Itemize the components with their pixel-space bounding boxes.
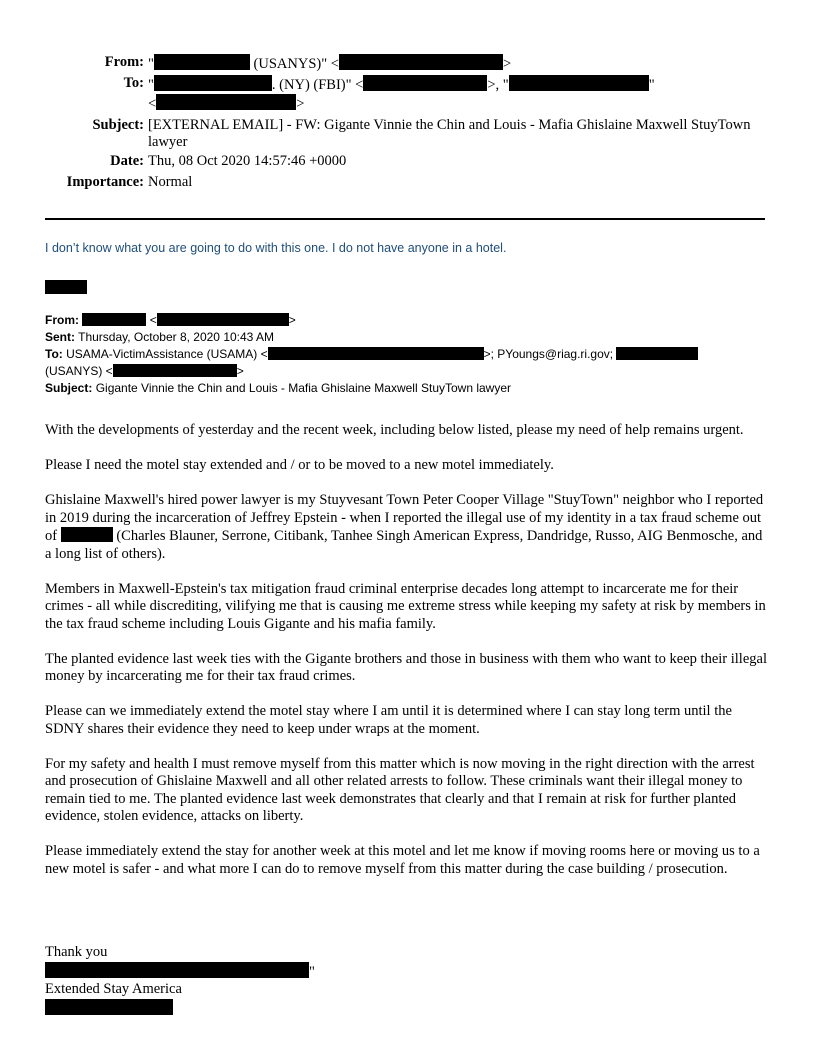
fwd-from-bracket-close: > [288,313,296,327]
fwd-from-bracket-open: < [149,313,157,327]
header-divider [45,218,765,220]
fwd-subject-row [45,380,765,397]
body-paragraph: The planted evidence last week ties with the Gigante brothers and those in business with them who want to keep their illegal money by incarcerating me for their tax fraud crimes. [45,650,767,684]
body-paragraph: For my safety and health I must remove myself from this matter which is now moving in the right direction with the arrest and prosecution of Ghislaine Maxwell and all other related arrests to follow. These criminals want their illegal money to remain tied to me. The planted evidence last week demonstrates that clearly and that I remain at risk for further planted evidence, stolen evidence, attacks on liberty. [45,755,755,824]
date-value: Thu, 08 Oct 2020 14:57:46 +0000 [148,153,347,169]
from-bracket-close: > [502,56,512,72]
from-mid-text: (USANYS)" < [249,56,339,72]
from-label: From: [104,54,144,70]
body-paragraph-part: Ghislaine Maxwell's hired power lawyer is my Stuyvesant Town Peter Cooper Village "StuyTown" neighbor who I reported in 2019 during the incarceration of Jeffrey Epstein - when I reported the illegal use of my identity in a tax fraud scheme out of [45,492,764,544]
redaction-block [45,280,87,294]
fwd-to-mid: >; PYoungs@riag.ri.gov; [483,347,614,361]
fwd-to-line2: (USANYS) < [45,364,113,378]
header-from-row [52,54,772,73]
to-bracket-close: > [296,96,305,112]
fwd-to-row [45,346,765,363]
importance-value: Normal [148,174,193,190]
to-separator: >, " [487,77,509,93]
redaction-block [339,54,503,70]
body-paragraph: Please immediately extend the stay for another week at this motel and let me know if moving rooms here or moving us to a new motel is safer - and what more I can do to remove myself from this matter during the case building / prosecution. [45,843,760,877]
redaction-block [45,962,309,978]
to-quote-close: " [648,77,655,93]
redaction-block [156,94,296,110]
closing-org: Extended Stay America [45,981,182,997]
from-value [148,54,772,73]
subject-value: [EXTERNAL EMAIL] - FW: Gigante Vinnie the Chin and Louis - Mafia Ghislaine Maxwell StuyTown lawyer [148,117,751,150]
redaction-block [157,313,289,326]
body-paragraph: Please can we immediately extend the motel stay where I am until it is determined where I can stay long term until the SDNY shares their evidence they need to keep under wraps at the moment. [45,703,732,737]
redaction-block [268,347,484,360]
body-paragraph: Members in Maxwell-Epstein's tax mitigation fraud criminal enterprise decades long attempt to incarcerate me for their crimes - all while discrediting, vilifying me that is causing me extreme stress while keeping my safety at risk by members in the tax fraud scheme including Louis Gigante and his mafia family. [45,580,766,632]
email-header [52,54,772,193]
fwd-subject-value: Gigante Vinnie the Chin and Louis - Mafia Ghislaine Maxwell StuyTown lawyer [95,381,512,395]
email-body [45,422,771,896]
redaction-block [509,75,649,91]
header-subject-row [52,117,772,151]
closing-quote: " [309,963,315,980]
closing-name-row [45,962,315,982]
to-quote-open: " [148,77,154,93]
fwd-from-label: From: [45,313,79,327]
fwd-sent-row [45,329,765,346]
date-label: Date: [110,153,144,169]
redaction-block [61,527,113,542]
forward-note: I don’t know what you are going to do with this one. I do not have anyone in a hotel. [45,241,507,255]
fwd-to-label: To: [45,347,63,361]
header-to-row [52,75,772,113]
email-closing [45,944,315,1018]
redaction-block [363,75,487,91]
forwarded-header [45,312,765,397]
importance-label: Importance: [66,174,144,190]
subject-label: Subject: [92,117,144,133]
from-quote-open: " [148,56,154,72]
fwd-from-row [45,312,765,329]
redaction-block [113,364,237,377]
redacted-signature [45,279,87,297]
redaction-block [154,54,250,70]
to-value [148,75,772,113]
header-date-row [52,153,772,170]
to-label: To: [123,75,144,91]
closing-thanks: Thank you [45,944,108,960]
body-paragraph: With the developments of yesterday and the recent week, including below listed, please my need of help remains urgent. [45,422,744,438]
fwd-to-bracket-close: > [236,364,244,378]
redaction-block [616,347,698,360]
body-paragraph [45,492,771,563]
closing-redacted-row [45,999,315,1019]
body-paragraph-part: (Charles Blauner, Serrone, Citibank, Tanhee Singh American Express, Dandridge, Russo, AIG Benmosche, and a long list of others). [45,528,763,562]
to-bracket-open: < [148,96,157,112]
redaction-block [154,75,272,91]
redaction-block [45,999,173,1015]
fwd-subject-label: Subject: [45,381,93,395]
fwd-sent-label: Sent: [45,330,75,344]
redaction-block [82,313,146,326]
fwd-to-row-2 [45,363,765,380]
fwd-to-value: USAMA-VictimAssistance (USAMA) < [66,347,268,361]
header-importance-row [52,174,772,191]
fwd-sent-value: Thursday, October 8, 2020 10:43 AM [78,330,275,344]
body-paragraph: Please I need the motel stay extended and / or to be moved to a new motel immediately. [45,457,554,473]
to-mid-text: . (NY) (FBI)" < [271,77,364,93]
